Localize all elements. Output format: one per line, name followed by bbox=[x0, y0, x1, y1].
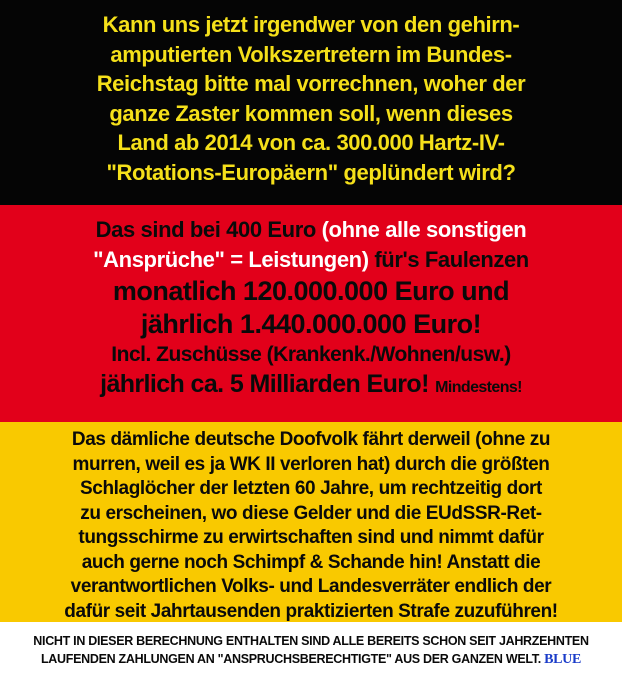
black-band bbox=[0, 0, 622, 205]
red-line-2-white: "Ansprüche" = Leistungen) bbox=[93, 247, 375, 272]
red-line-2-black: für's Faulenzen bbox=[374, 247, 529, 272]
gold-band bbox=[0, 422, 622, 622]
red-line-2 bbox=[0, 245, 622, 275]
footer-line-2 bbox=[0, 650, 622, 669]
gold-line-7: verantwortlichen Volks- und Landesverräter endlich der bbox=[70, 576, 552, 597]
red-line-3: monatlich 120.000.000 Euro und bbox=[112, 276, 510, 306]
gold-line-2: murren, weil es ja WK II verloren hat) durch die größten bbox=[72, 453, 550, 475]
black-line-6: "Rotations-Europäern" geplündert wird? bbox=[106, 159, 516, 185]
gold-line-5: tungsschirme zu erwirtschaften sind und nimmt dafür bbox=[78, 527, 544, 548]
gold-line-1: Das dämliche deutsche Doofvolk fährt derweil (ohne zu bbox=[71, 429, 551, 450]
black-line-1: Kann uns jetzt irgendwer von den gehirn- bbox=[102, 12, 520, 37]
black-line-5: Land ab 2014 von ca. 300.000 Hartz-IV- bbox=[117, 130, 505, 155]
red-line-1-black: Das sind bei 400 Euro bbox=[95, 217, 322, 242]
red-band bbox=[0, 205, 622, 422]
red-line-6-main: jährlich ca. 5 Milliarden Euro! bbox=[100, 370, 436, 398]
red-line-6-small: Mindestens! bbox=[435, 379, 522, 396]
footer-band bbox=[0, 622, 622, 680]
black-line-3: Reichstag bitte mal vorrechnen, woher der bbox=[96, 71, 526, 96]
gold-line-6: auch gerne noch Schimpf & Schande hin! Anstatt die bbox=[81, 551, 541, 573]
red-line-1-white: (ohne alle sonstigen bbox=[321, 217, 527, 242]
footer-line-1: NICHT IN DIESER BERECHNUNG ENTHALTEN SIND ALLE BEREITS SCHON SEIT JAHRZEHNTEN bbox=[33, 634, 589, 648]
black-line-4: ganze Zaster kommen soll, wenn dieses bbox=[109, 100, 513, 126]
black-line-2: amputierten Volkszertretern im Bundes- bbox=[110, 41, 512, 67]
footer-line-2-text: LAUFENDEN ZAHLUNGEN AN "ANSPRUCHSBERECHTIGTE" AUS DER GANZEN WELT. bbox=[40, 652, 545, 666]
red-line-4: jährlich 1.440.000.000 Euro! bbox=[140, 309, 482, 339]
gold-line-4: zu erscheinen, wo diese Gelder und die EUdSSR-Ret- bbox=[80, 502, 542, 524]
red-line-6 bbox=[0, 369, 622, 403]
red-line-1 bbox=[0, 215, 622, 245]
gold-line-8: dafür seit Jahrtausenden praktizierten Strafe zuzuführen! bbox=[64, 600, 558, 622]
gold-line-3: Schlaglöcher der letzten 60 Jahre, um rechtzeitig dort bbox=[80, 478, 542, 499]
brand-logo: BLUE bbox=[544, 652, 582, 667]
red-line-5: Incl. Zuschüsse (Krankenk./Wohnen/usw.) bbox=[111, 343, 511, 366]
